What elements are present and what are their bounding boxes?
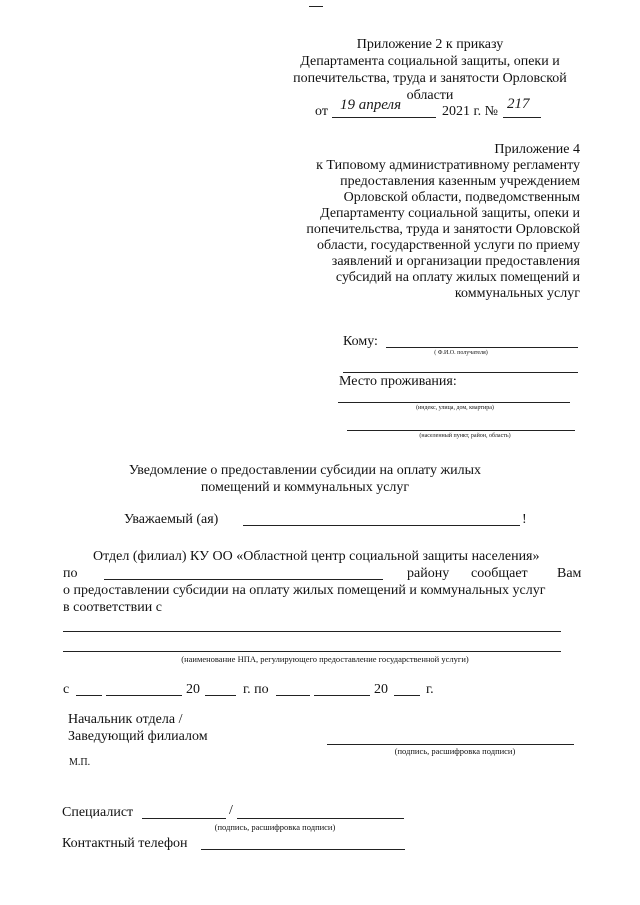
- period-year2: 20: [374, 682, 388, 697]
- body-soobshchaet: сообщает: [471, 566, 528, 581]
- phone-label: Контактный телефон: [62, 836, 188, 851]
- body-vam: Вам: [557, 566, 582, 581]
- head-line1: Начальник отдела /: [68, 712, 183, 727]
- period-year1-line: [205, 695, 236, 696]
- recipient-residence-label: Место проживания:: [339, 374, 457, 389]
- period-g: г.: [426, 682, 434, 697]
- order-date-line: [332, 117, 436, 118]
- regulation-appendix-line3: предоставления казенным учреждением: [340, 174, 580, 189]
- regulation-appendix-line10: коммунальных услуг: [454, 286, 580, 301]
- specialist-name-line: [237, 818, 404, 819]
- top-mark: [309, 6, 323, 7]
- order-date-suffix: 2021 г. №: [442, 104, 499, 119]
- period-day1-line: [76, 695, 102, 696]
- order-appendix-line2: Департамента социальной защиты, опеки и: [300, 54, 560, 69]
- regulation-appendix-line2: к Типовому административному регламенту: [316, 158, 580, 173]
- body-npa-line2: [63, 651, 561, 652]
- order-date-handwritten: 19 апреля: [340, 97, 402, 113]
- greeting-name-line: [243, 525, 520, 526]
- greeting-label: Уважаемый (ая): [124, 512, 219, 527]
- body-line4: в соответствии с: [63, 600, 162, 615]
- regulation-appendix-line5: Департаменту социальной защиты, опеки и: [320, 206, 580, 221]
- head-sign-caption: (подпись, расшифровка подписи): [394, 746, 516, 756]
- body-npa-line1: [63, 631, 561, 632]
- period-month1-line: [106, 695, 182, 696]
- body-po: по: [63, 566, 78, 581]
- specialist-sign-line: [142, 818, 226, 819]
- specialist-slash: /: [229, 803, 233, 818]
- body-line1: Отдел (филиал) КУ ОО «Областной центр социальной защиты населения»: [93, 549, 540, 564]
- greeting-end: !: [522, 512, 527, 527]
- body-district-line: [104, 579, 383, 580]
- regulation-appendix-line9: субсидий на оплату жилых помещений и: [335, 270, 580, 285]
- period-month2-line: [314, 695, 370, 696]
- regulation-appendix-line8: заявлений и организации предоставления: [331, 254, 580, 269]
- regulation-appendix-line6: попечительства, труда и занятости Орловской: [306, 222, 580, 237]
- order-number-handwritten: 217: [507, 96, 530, 112]
- order-number-line: [503, 117, 541, 118]
- stamp-label: М.П.: [69, 757, 91, 768]
- recipient-address-caption: (индекс, улица, дом, квартира): [416, 405, 494, 411]
- recipient-to-label: Кому:: [343, 334, 378, 349]
- recipient-name-caption: ( Ф.И.О. получателя): [434, 350, 488, 356]
- head-line2: Заведующий филиалом: [68, 729, 208, 744]
- period-g-po: г. по: [243, 682, 269, 697]
- recipient-locality-line: [347, 430, 575, 431]
- period-year1: 20: [186, 682, 200, 697]
- recipient-name-line: [386, 347, 578, 348]
- notice-title-line2: помещений и коммунальных услуг: [200, 480, 410, 495]
- period-year2-line: [394, 695, 420, 696]
- regulation-appendix-line1: Приложение 4: [494, 142, 580, 157]
- body-rayonu: району: [407, 566, 450, 581]
- order-date-prefix: от: [315, 104, 328, 119]
- head-sign-line: [327, 744, 574, 745]
- order-appendix-line3: попечительства, труда и занятости Орловской: [293, 71, 567, 86]
- order-appendix-line4: области: [406, 88, 454, 103]
- specialist-label: Специалист: [62, 805, 134, 820]
- body-npa-caption: (наименование НПА, регулирующего предоставление государственной услуги): [181, 654, 469, 664]
- notice-title-line1: Уведомление о предоставлении субсидии на оплату жилых: [128, 463, 482, 478]
- regulation-appendix-line7: области, государственной услуги по приему: [316, 238, 580, 253]
- body-line3: о предоставлении субсидии на оплату жилых помещений и коммунальных услуг: [63, 583, 546, 598]
- specialist-sign-caption: (подпись, расшифровка подписи): [214, 822, 336, 832]
- order-appendix-line1: Приложение 2 к приказу: [356, 37, 504, 52]
- regulation-appendix-line4: Орловской области, подведомственным: [343, 190, 580, 205]
- recipient-locality-caption: (населенный пункт, район, область): [419, 433, 511, 439]
- recipient-address-line: [338, 402, 570, 403]
- period-day2-line: [276, 695, 310, 696]
- period-s: с: [63, 682, 70, 697]
- phone-line: [201, 849, 405, 850]
